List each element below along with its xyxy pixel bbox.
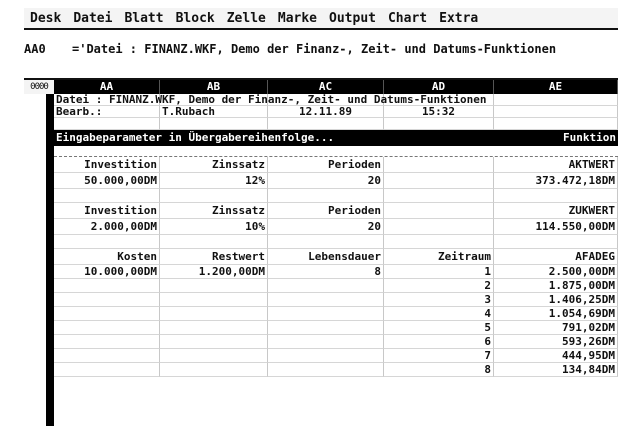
function-heading: Funktion bbox=[563, 131, 616, 144]
cell[interactable] bbox=[268, 293, 384, 307]
cell[interactable] bbox=[160, 118, 268, 130]
table-row bbox=[54, 249, 618, 265]
cell[interactable] bbox=[268, 349, 384, 363]
cell[interactable] bbox=[160, 349, 268, 363]
cell[interactable]: 8 bbox=[268, 265, 384, 279]
cell[interactable] bbox=[54, 293, 160, 307]
cell[interactable]: 1 bbox=[384, 265, 494, 279]
cell[interactable]: 12% bbox=[160, 173, 268, 189]
cell[interactable] bbox=[54, 307, 160, 321]
cell[interactable] bbox=[494, 106, 618, 118]
cell[interactable]: 15:32 bbox=[384, 106, 494, 118]
cell[interactable] bbox=[268, 307, 384, 321]
cell[interactable]: 1.875,00DM bbox=[494, 279, 618, 293]
menu-desk[interactable]: Desk bbox=[30, 10, 62, 26]
column-header-ac[interactable]: AC bbox=[268, 80, 384, 94]
cell[interactable] bbox=[54, 118, 160, 130]
cell[interactable]: ZUKWERT bbox=[494, 203, 618, 219]
table-row bbox=[54, 279, 618, 293]
cell[interactable] bbox=[268, 335, 384, 349]
menu-output[interactable]: Output bbox=[329, 10, 376, 26]
cell[interactable]: Perioden bbox=[268, 203, 384, 219]
cell[interactable] bbox=[160, 235, 268, 249]
table-row bbox=[54, 235, 618, 249]
cell[interactable] bbox=[160, 321, 268, 335]
cell[interactable] bbox=[54, 235, 160, 249]
table-row bbox=[54, 219, 618, 235]
cell[interactable] bbox=[268, 363, 384, 377]
cell[interactable]: Zeitraum bbox=[384, 249, 494, 265]
cell[interactable] bbox=[54, 363, 160, 377]
cell[interactable]: 50.000,00DM bbox=[54, 173, 160, 189]
table-row bbox=[54, 130, 618, 146]
table-row bbox=[54, 157, 618, 173]
table-row bbox=[54, 307, 618, 321]
table-row bbox=[54, 173, 618, 189]
cell[interactable]: Investition bbox=[54, 157, 160, 173]
cell[interactable]: Zinssatz bbox=[160, 157, 268, 173]
cell[interactable] bbox=[268, 235, 384, 249]
cell[interactable]: AFADEG bbox=[494, 249, 618, 265]
table-row bbox=[54, 363, 618, 377]
cell[interactable]: 2 bbox=[384, 279, 494, 293]
cell[interactable]: 2.000,00DM bbox=[54, 219, 160, 235]
cell[interactable]: AKTWERT bbox=[494, 157, 618, 173]
table-row bbox=[54, 118, 618, 130]
cell[interactable] bbox=[160, 307, 268, 321]
cell[interactable] bbox=[384, 203, 494, 219]
cell[interactable]: 2.500,00DM bbox=[494, 265, 618, 279]
table-row bbox=[54, 293, 618, 307]
cell[interactable]: 12.11.89 bbox=[268, 106, 384, 118]
cell[interactable] bbox=[494, 235, 618, 249]
cell[interactable] bbox=[268, 321, 384, 335]
cell[interactable] bbox=[494, 189, 618, 203]
cell[interactable] bbox=[268, 189, 384, 203]
cell[interactable] bbox=[384, 219, 494, 235]
menu-blatt[interactable]: Blatt bbox=[124, 10, 164, 26]
cell[interactable]: 10.000,00DM bbox=[54, 265, 160, 279]
cell-grid bbox=[54, 94, 618, 377]
table-row bbox=[54, 203, 618, 219]
spreadsheet bbox=[24, 78, 618, 426]
cell[interactable]: 1.054,69DM bbox=[494, 307, 618, 321]
cell[interactable] bbox=[384, 157, 494, 173]
menu-block[interactable]: Block bbox=[175, 10, 215, 26]
cell[interactable] bbox=[494, 94, 618, 106]
cell[interactable] bbox=[384, 118, 494, 130]
cell[interactable] bbox=[160, 189, 268, 203]
cell[interactable] bbox=[268, 118, 384, 130]
column-header bbox=[54, 80, 618, 94]
column-header-ad[interactable]: AD bbox=[384, 80, 494, 94]
cell[interactable]: 791,02DM bbox=[494, 321, 618, 335]
sheet-corner[interactable]: 0000 bbox=[24, 80, 54, 94]
cell[interactable] bbox=[268, 279, 384, 293]
table-row bbox=[54, 189, 618, 203]
cell[interactable] bbox=[54, 189, 160, 203]
cell[interactable] bbox=[384, 189, 494, 203]
cell[interactable] bbox=[54, 335, 160, 349]
cell[interactable] bbox=[494, 118, 618, 130]
table-row bbox=[54, 335, 618, 349]
cell[interactable] bbox=[54, 321, 160, 335]
table-row bbox=[54, 349, 618, 363]
cell[interactable]: 3 bbox=[384, 293, 494, 307]
cell[interactable]: 1.406,25DM bbox=[494, 293, 618, 307]
cell[interactable]: Restwert bbox=[160, 249, 268, 265]
row-header[interactable] bbox=[46, 94, 54, 426]
cell[interactable]: 20 bbox=[268, 173, 384, 189]
menu-bar bbox=[24, 8, 618, 30]
column-header-aa[interactable]: AA bbox=[54, 80, 160, 94]
cell[interactable] bbox=[384, 235, 494, 249]
cell[interactable]: 5 bbox=[384, 321, 494, 335]
formula-bar bbox=[24, 36, 618, 62]
cell[interactable]: Zinssatz bbox=[160, 203, 268, 219]
separator-row bbox=[54, 146, 618, 157]
sheet-title: Datei : FINANZ.WKF, Demo der Finanz-, Zeit- und Datums-Funktionen bbox=[56, 93, 487, 106]
cell[interactable]: 10% bbox=[160, 219, 268, 235]
section-heading: Eingabeparameter in Übergabereihenfolge... bbox=[56, 131, 335, 144]
cell[interactable]: 134,84DM bbox=[494, 363, 618, 377]
table-row bbox=[54, 265, 618, 279]
cell[interactable]: 7 bbox=[384, 349, 494, 363]
menu-datei[interactable]: Datei bbox=[73, 10, 113, 26]
cell[interactable] bbox=[160, 279, 268, 293]
cell[interactable]: 6 bbox=[384, 335, 494, 349]
cell[interactable]: 1.200,00DM bbox=[160, 265, 268, 279]
cell[interactable] bbox=[54, 349, 160, 363]
cell[interactable] bbox=[160, 335, 268, 349]
cell[interactable]: 20 bbox=[268, 219, 384, 235]
table-row bbox=[54, 106, 618, 118]
cell[interactable]: Perioden bbox=[268, 157, 384, 173]
cell-reference: AA0 bbox=[24, 42, 46, 56]
cell[interactable]: Lebensdauer bbox=[268, 249, 384, 265]
menu-marke[interactable]: Marke bbox=[277, 10, 318, 26]
cell[interactable]: 373.472,18DM bbox=[494, 173, 618, 189]
cell[interactable]: 444,95DM bbox=[494, 349, 618, 363]
table-row bbox=[54, 321, 618, 335]
cell[interactable]: 114.550,00DM bbox=[494, 219, 618, 235]
cell[interactable]: Bearb.: bbox=[54, 106, 160, 118]
cell[interactable]: Kosten bbox=[54, 249, 160, 265]
cell[interactable] bbox=[160, 363, 268, 377]
column-header-ae[interactable]: AE bbox=[494, 80, 618, 94]
cell[interactable]: Investition bbox=[54, 203, 160, 219]
cell[interactable]: T.Rubach bbox=[160, 106, 268, 118]
menu-extra[interactable]: Extra bbox=[439, 10, 479, 26]
cell[interactable] bbox=[160, 293, 268, 307]
cell-content[interactable]: ='Datei : FINANZ.WKF, Demo der Finanz-, Zeit- und Datums-Funktionen bbox=[72, 42, 557, 56]
cell[interactable]: 593,26DM bbox=[494, 335, 618, 349]
cell[interactable]: 8 bbox=[384, 363, 494, 377]
cell[interactable] bbox=[54, 279, 160, 293]
cell[interactable] bbox=[384, 173, 494, 189]
cell[interactable]: 4 bbox=[384, 307, 494, 321]
menu-zelle[interactable]: Zelle bbox=[226, 10, 266, 26]
column-header-ab[interactable]: AB bbox=[160, 80, 268, 94]
menu-chart[interactable]: Chart bbox=[387, 10, 428, 26]
